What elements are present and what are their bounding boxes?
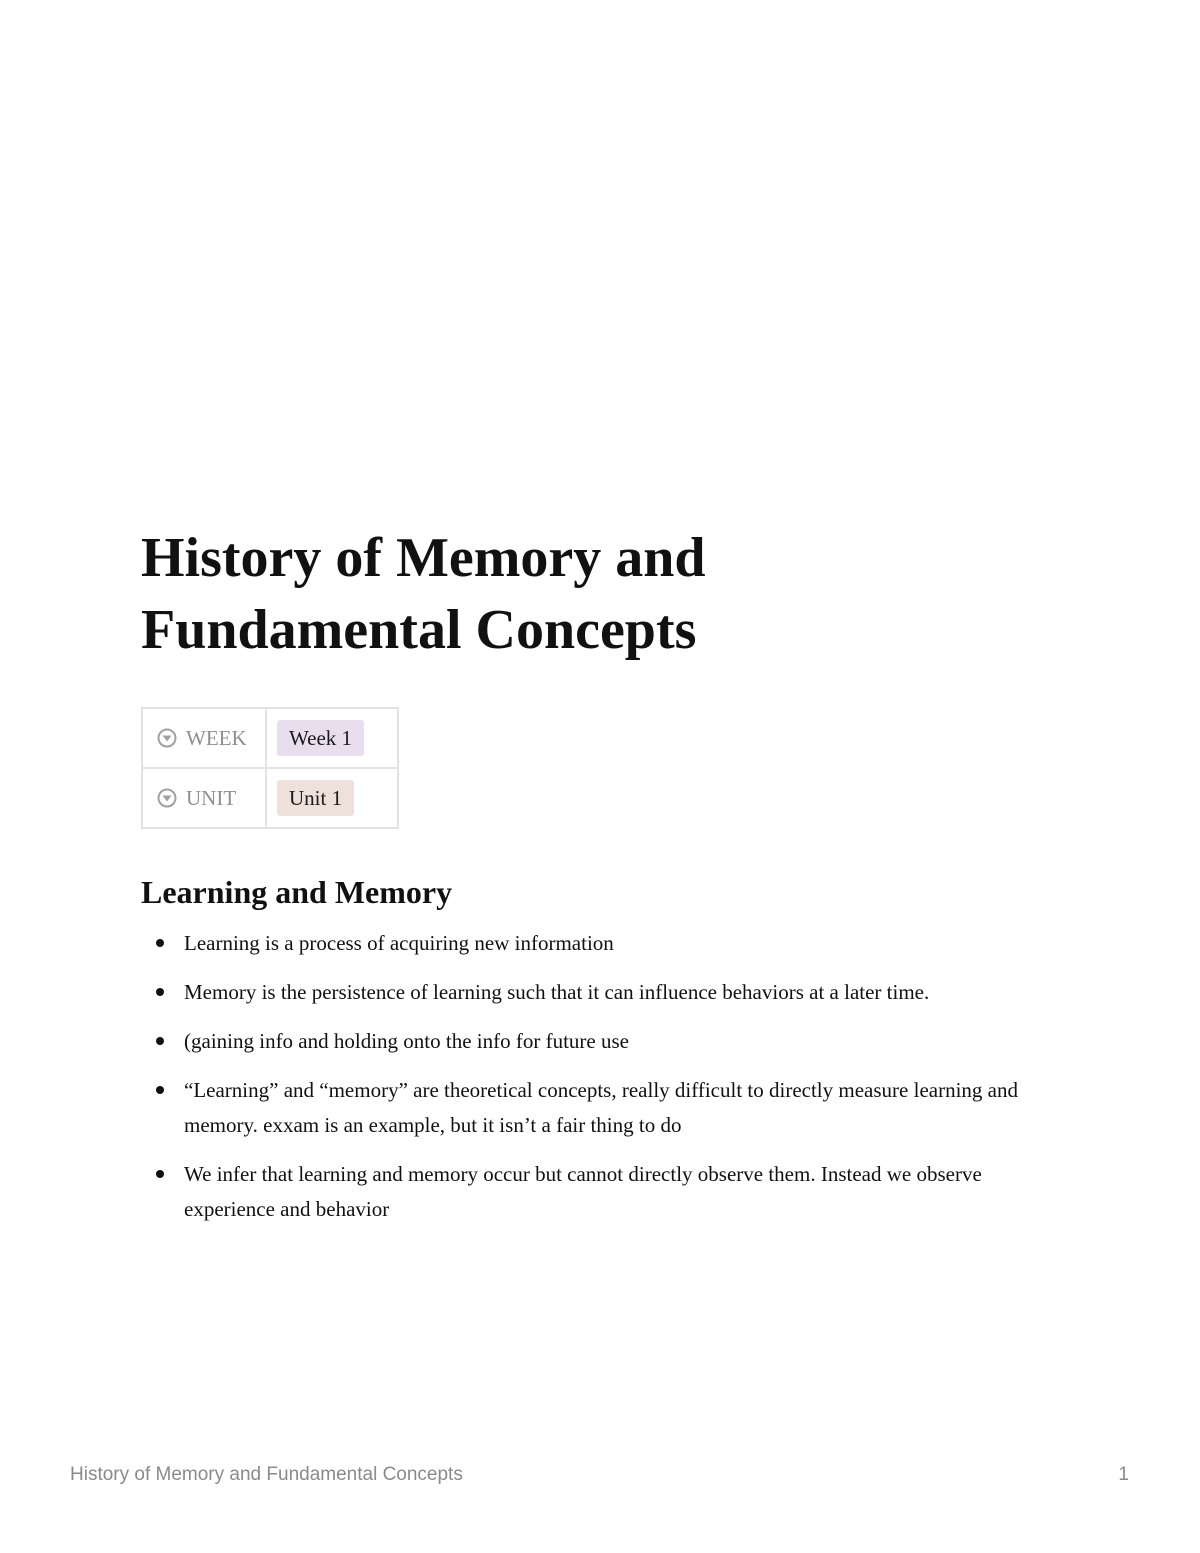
bullet-icon (156, 1170, 164, 1178)
list-item (141, 1073, 1041, 1143)
list-item-text: Learning is a process of acquiring new information (184, 931, 614, 955)
select-property-icon (157, 728, 177, 748)
list-item (141, 975, 1041, 1010)
list-item-text: (gaining info and holding onto the info for future use (184, 1029, 629, 1053)
property-value-unit[interactable] (266, 768, 398, 828)
property-key-unit (142, 768, 266, 828)
week-tag[interactable]: Week 1 (277, 720, 364, 756)
properties-table (141, 707, 399, 829)
footer-title: History of Memory and Fundamental Concepts (70, 1464, 463, 1485)
bullet-icon (156, 1037, 164, 1045)
section-heading: Learning and Memory (141, 874, 453, 910)
bullet-list (141, 926, 1041, 1241)
property-row-unit (142, 768, 398, 828)
page-number: 1 (1118, 1464, 1129, 1485)
unit-tag[interactable]: Unit 1 (277, 780, 354, 816)
list-item (141, 1024, 1041, 1059)
property-key-week (142, 708, 266, 768)
list-item-text: We infer that learning and memory occur but cannot directly observe them. Instead we observe experience and behavior (184, 1162, 982, 1221)
list-item (141, 926, 1041, 961)
select-property-icon (157, 788, 177, 808)
bullet-icon (156, 988, 164, 996)
property-row-week (142, 708, 398, 768)
bullet-icon (156, 939, 164, 947)
bullet-icon (156, 1086, 164, 1094)
list-item-text: Memory is the persistence of learning such that it can influence behaviors at a later time. (184, 980, 930, 1004)
page-title: History of Memory and Fundamental Concepts (141, 527, 706, 661)
property-label-unit: UNIT (186, 785, 237, 810)
list-item-text: “Learning” and “memory” are theoretical concepts, really difficult to directly measure learning and memory. exxam is an example, but it isn’t a fair thing to do (184, 1078, 1018, 1137)
property-label-week: WEEK (186, 725, 247, 750)
property-value-week[interactable] (266, 708, 398, 768)
list-item (141, 1157, 1041, 1227)
